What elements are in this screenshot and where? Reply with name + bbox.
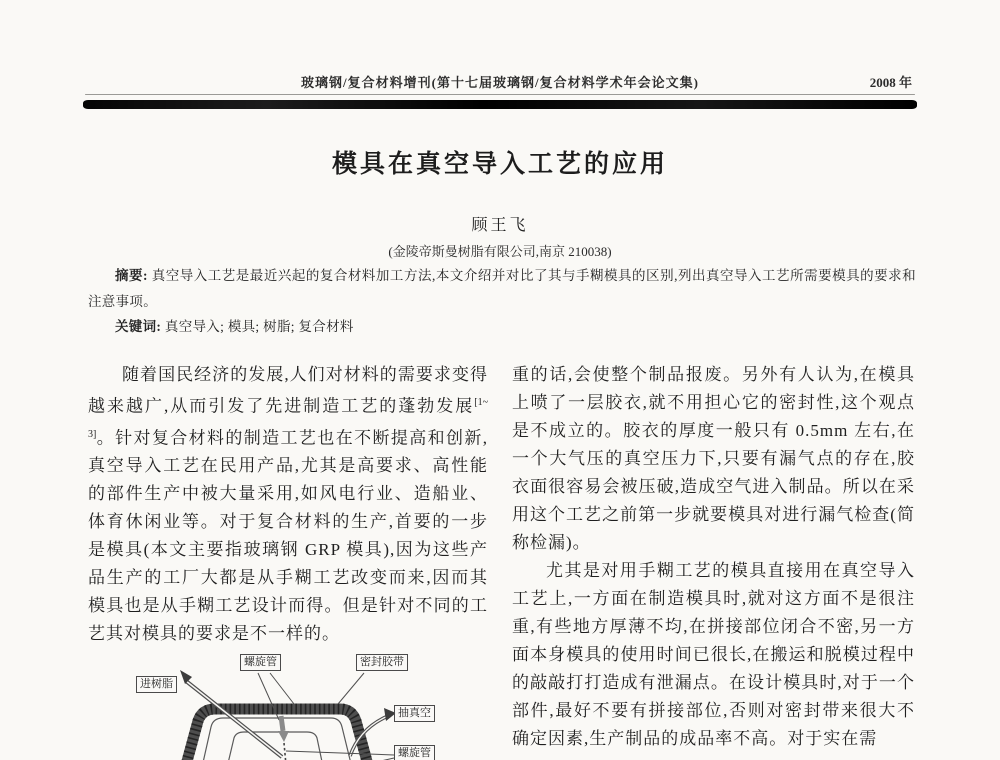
body-paragraph-continued: 重的话,会使整个制品报废。另外有人认为,在模具上喷了一层胶衣,就不用担心它的密封性,这个观点是不成立的。胶衣的厚度一般只有 0.5mm 左右,在一个大气压的真空压力下,只要有漏气点的存在,胶衣面很容易会被压破,造成空气进入制品。所以在采用这个工艺之前第一步就要模具对进行漏气检查(简称检漏)。 [512, 365, 915, 552]
paragraph-text: 随着国民经济的发展,人们对材料的需要求变得越来越广,从而引发了先进制造工艺的蓬勃发展 [88, 365, 488, 416]
abstract [88, 263, 916, 315]
abstract-label: 摘要: [115, 268, 148, 283]
paragraph-text: 。针对复合材料的制造工艺也在不断提高和创新,真空导入工艺在民用产品,尤其是高要求、高性能的部件生产中被大量采用,如风电行业、造船业、体育休闲业等。对于复合材料的生产,首要的一步是模具(本文主要指玻璃钢 GRP 模具),因为这些产品生产的工厂大都是从手糊工艺改变而来,因而其模具也是从手糊工艺设计而得。但是针对不同的工艺其对模具的要求是不一样的。 [88, 428, 488, 644]
paper-title: 模具在真空导入工艺的应用 [331, 150, 668, 178]
spiral-pointer-line [270, 673, 294, 704]
header-rule-thin [85, 94, 915, 95]
figure-label-resin-inlet: 进树脂 [136, 676, 177, 693]
seal-pointer-line [338, 673, 364, 704]
header-rule-thick [83, 100, 917, 109]
citation-superscript: [1~3] [88, 397, 488, 440]
laminate-outline [225, 732, 325, 760]
mold-diagram-drawing [88, 646, 488, 760]
keywords [88, 315, 916, 335]
right-column [512, 361, 915, 753]
spiral-arrow-shaft [281, 716, 283, 731]
figure-label-sealing-tape: 密封胶带 [356, 654, 408, 671]
body-paragraph: 尤其是对用手糊工艺的模具直接用在真空导入工艺上,一方面在制造模具时,就对这方面不是很注重,有些地方厚薄不均,在拼接部位闭合不密,另一方面本身模具的使用时间已很长,在搬运和脱模过程中的敲敲打打造成有泄漏点。在设计模具时,对于一个部件,最好不要有拼接部位,否则对密封带来很大不确定因素,生产制品的成品率不高。对于实在需 [512, 561, 915, 748]
spiral-arrowhead [278, 731, 289, 742]
spiral-bottom-pointer [286, 751, 394, 755]
left-column [88, 361, 488, 648]
figure-label-spiral-tube-bottom: 螺旋管 [394, 745, 435, 760]
body-paragraph-intro [88, 361, 488, 648]
figure-mold-diagram [88, 646, 488, 760]
figure-label-vacuum-outlet: 抽真空 [394, 705, 435, 722]
figure-label-spiral-tube-top: 螺旋管 [240, 654, 281, 671]
journal-header: 玻璃钢/复合材料增刊(第十七届玻璃钢/复合材料学术年会论文集) [301, 75, 699, 90]
keywords-label: 关键词: [115, 319, 162, 334]
author-name: 顾王飞 [471, 217, 529, 234]
keywords-text: 真空导入; 模具; 树脂; 复合材料 [164, 319, 354, 334]
journal-year: 2008 年 [869, 75, 912, 90]
abstract-text: 真空导入工艺是最近兴起的复合材料加工方法,本文介绍并对比了其与手糊模具的区别,列出真空导入工艺所需要模具的要求和注意事项。 [88, 268, 916, 309]
affiliation: (金陵帝斯曼树脂有限公司,南京 210038) [388, 244, 612, 259]
